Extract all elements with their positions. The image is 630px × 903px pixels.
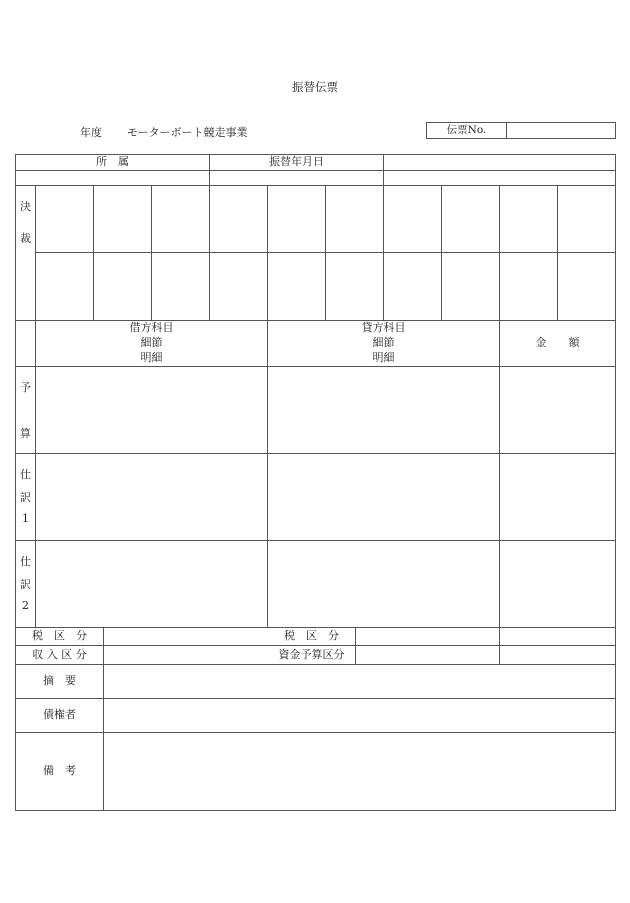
fiscal-year-label: 年度 bbox=[80, 126, 102, 139]
remarks-label: 備 考 bbox=[43, 764, 76, 778]
fund-budget-class-label: 資金予算区分 bbox=[278, 647, 345, 661]
debit-account-header: 借方科目 細節 明細 bbox=[129, 321, 174, 364]
approval-label: 決 裁 bbox=[20, 200, 31, 245]
transfer-date-field[interactable] bbox=[210, 171, 383, 185]
budget-label: 予 算 bbox=[20, 381, 31, 440]
tax-class-right-label: 税 区 分 bbox=[284, 629, 339, 643]
program-name: モーターボート競走事業 bbox=[127, 126, 248, 139]
credit-account-header: 貸方科目 細節 明細 bbox=[361, 321, 406, 364]
journal-1-label: 仕 訳 1 bbox=[20, 468, 31, 525]
revenue-class-label: 収 入 区 分 bbox=[32, 647, 87, 661]
tax-class-left-label: 税 区 分 bbox=[32, 629, 87, 643]
summary-label: 摘 要 bbox=[43, 674, 76, 688]
slip-title: 振替伝票 bbox=[292, 80, 338, 95]
journal-2-label: 仕 訳 2 bbox=[20, 555, 31, 612]
affiliation-field[interactable] bbox=[16, 171, 209, 185]
transfer-date-label: 振替年月日 bbox=[269, 155, 324, 169]
affiliation-label: 所 属 bbox=[96, 155, 129, 169]
creditor-label: 債権者 bbox=[43, 708, 76, 722]
slip-number-label: 伝票No. bbox=[427, 123, 507, 138]
summary-field[interactable] bbox=[104, 665, 615, 698]
creditor-field[interactable] bbox=[104, 699, 615, 732]
remarks-field[interactable] bbox=[104, 733, 615, 810]
amount-header: 金 額 bbox=[535, 336, 580, 350]
